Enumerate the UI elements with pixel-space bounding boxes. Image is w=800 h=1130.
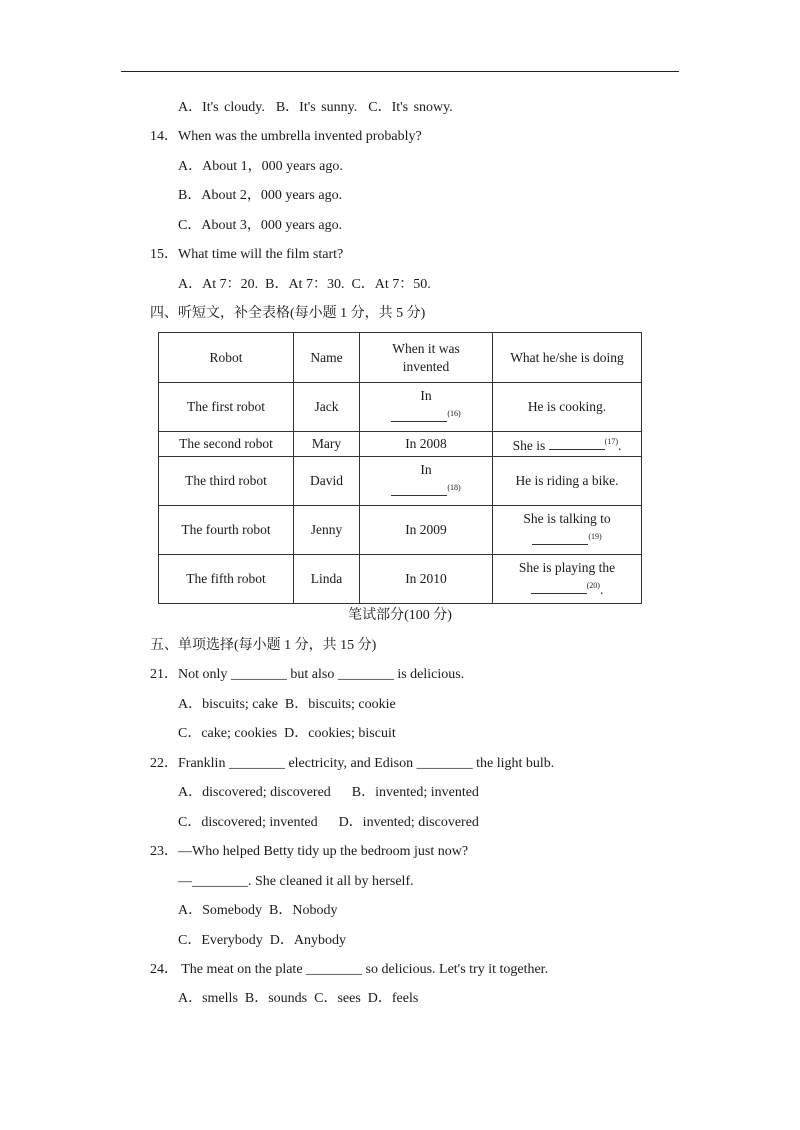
doing-cell (493, 555, 642, 604)
q14-option-b: B．About 2，000 years ago. (178, 188, 343, 203)
robot-cell: The fourth robot (159, 506, 294, 555)
doing-suffix: . (599, 582, 604, 597)
robot-cell: The second robot (159, 432, 294, 457)
answer-blank-18[interactable] (391, 483, 447, 496)
blank-number: (18) (447, 483, 461, 492)
q22-options-cd: C．discovered; invented D．invented; discovered (178, 815, 479, 830)
name-cell: Mary (294, 432, 360, 457)
q23-text: 23．—Who helped Betty tidy up the bedroom just now? (150, 844, 469, 859)
robot-cell: The third robot (159, 457, 294, 506)
table-row (159, 383, 642, 432)
q23-options-cd: C．Everybody D．Anybody (178, 933, 346, 948)
header-doing: What he/she is doing (493, 333, 642, 383)
when-prefix: In (420, 388, 432, 403)
robot-cell: The fifth robot (159, 555, 294, 604)
q15-options: A．At 7：20. B．At 7：30. C．At 7：50. (178, 277, 431, 292)
name-cell: Jenny (294, 506, 360, 555)
section-4-heading: 四、听短文，补全表格(每小题 1 分，共 5 分) (150, 306, 426, 321)
when-prefix: In (420, 462, 432, 477)
q22-options-ab: A．discovered; discovered B．invented; invented (178, 785, 479, 800)
q14-option-c: C．About 3，000 years ago. (178, 218, 343, 233)
answer-blank-16[interactable] (391, 409, 447, 422)
doing-suffix: . (617, 438, 622, 453)
table-row (159, 457, 642, 506)
q23-response: —________. She cleaned it all by herself. (178, 874, 414, 889)
answer-blank-19[interactable] (532, 532, 588, 545)
when-cell: In 2009 (360, 506, 493, 555)
doing-cell: He is cooking. (493, 383, 642, 432)
written-part-title: 笔试部分(100 分) (348, 608, 452, 623)
header-robot: Robot (159, 333, 294, 383)
table-row (159, 432, 642, 457)
when-cell (360, 383, 493, 432)
when-cell: In 2008 (360, 432, 493, 457)
q22-text: 22．Franklin ________ electricity, and Edison ________ the light bulb. (150, 756, 555, 771)
name-cell: Jack (294, 383, 360, 432)
blank-number: (17) (604, 437, 618, 446)
header-when: When it was invented (360, 333, 493, 383)
doing-cell: He is riding a bike. (493, 457, 642, 506)
doing-prefix: She is (512, 438, 546, 453)
blank-number: (19) (588, 532, 602, 541)
table-row (159, 506, 642, 555)
q21-text: 21．Not only ________ but also ________ is delicious. (150, 667, 465, 682)
name-cell: David (294, 457, 360, 506)
doing-cell (493, 506, 642, 555)
q13-options: A．It's cloudy. B．It's sunny. C．It's snowy. (178, 100, 453, 115)
doing-prefix: She is talking to (523, 511, 611, 526)
q21-options-ab: A．biscuits; cake B．biscuits; cookie (178, 697, 396, 712)
robot-table (158, 332, 642, 604)
q14-text: 14．When was the umbrella invented probably? (150, 129, 422, 144)
answer-blank-20[interactable] (531, 581, 587, 594)
when-cell (360, 457, 493, 506)
robot-cell: The first robot (159, 383, 294, 432)
doing-cell (493, 432, 642, 457)
header-name: Name (294, 333, 360, 383)
header-rule (121, 71, 679, 72)
q15-text: 15．What time will the film start? (150, 247, 344, 262)
answer-blank-17[interactable] (549, 437, 605, 450)
blank-number: (16) (447, 409, 461, 418)
q21-options-cd: C．cake; cookies D．cookies; biscuit (178, 726, 396, 741)
q24-text: 24． The meat on the plate ________ so delicious. Let's try it together. (150, 962, 549, 977)
section-5-heading: 五、单项选择(每小题 1 分，共 15 分) (150, 638, 377, 653)
name-cell: Linda (294, 555, 360, 604)
q23-options-ab: A．Somebody B．Nobody (178, 903, 338, 918)
table-header-row (159, 333, 642, 383)
q24-options: A．smells B．sounds C．sees D．feels (178, 991, 419, 1006)
blank-number: (20) (586, 581, 600, 590)
table-row (159, 555, 642, 604)
q14-option-a: A．About 1，000 years ago. (178, 159, 343, 174)
doing-prefix: She is playing the (518, 560, 616, 575)
when-cell: In 2010 (360, 555, 493, 604)
